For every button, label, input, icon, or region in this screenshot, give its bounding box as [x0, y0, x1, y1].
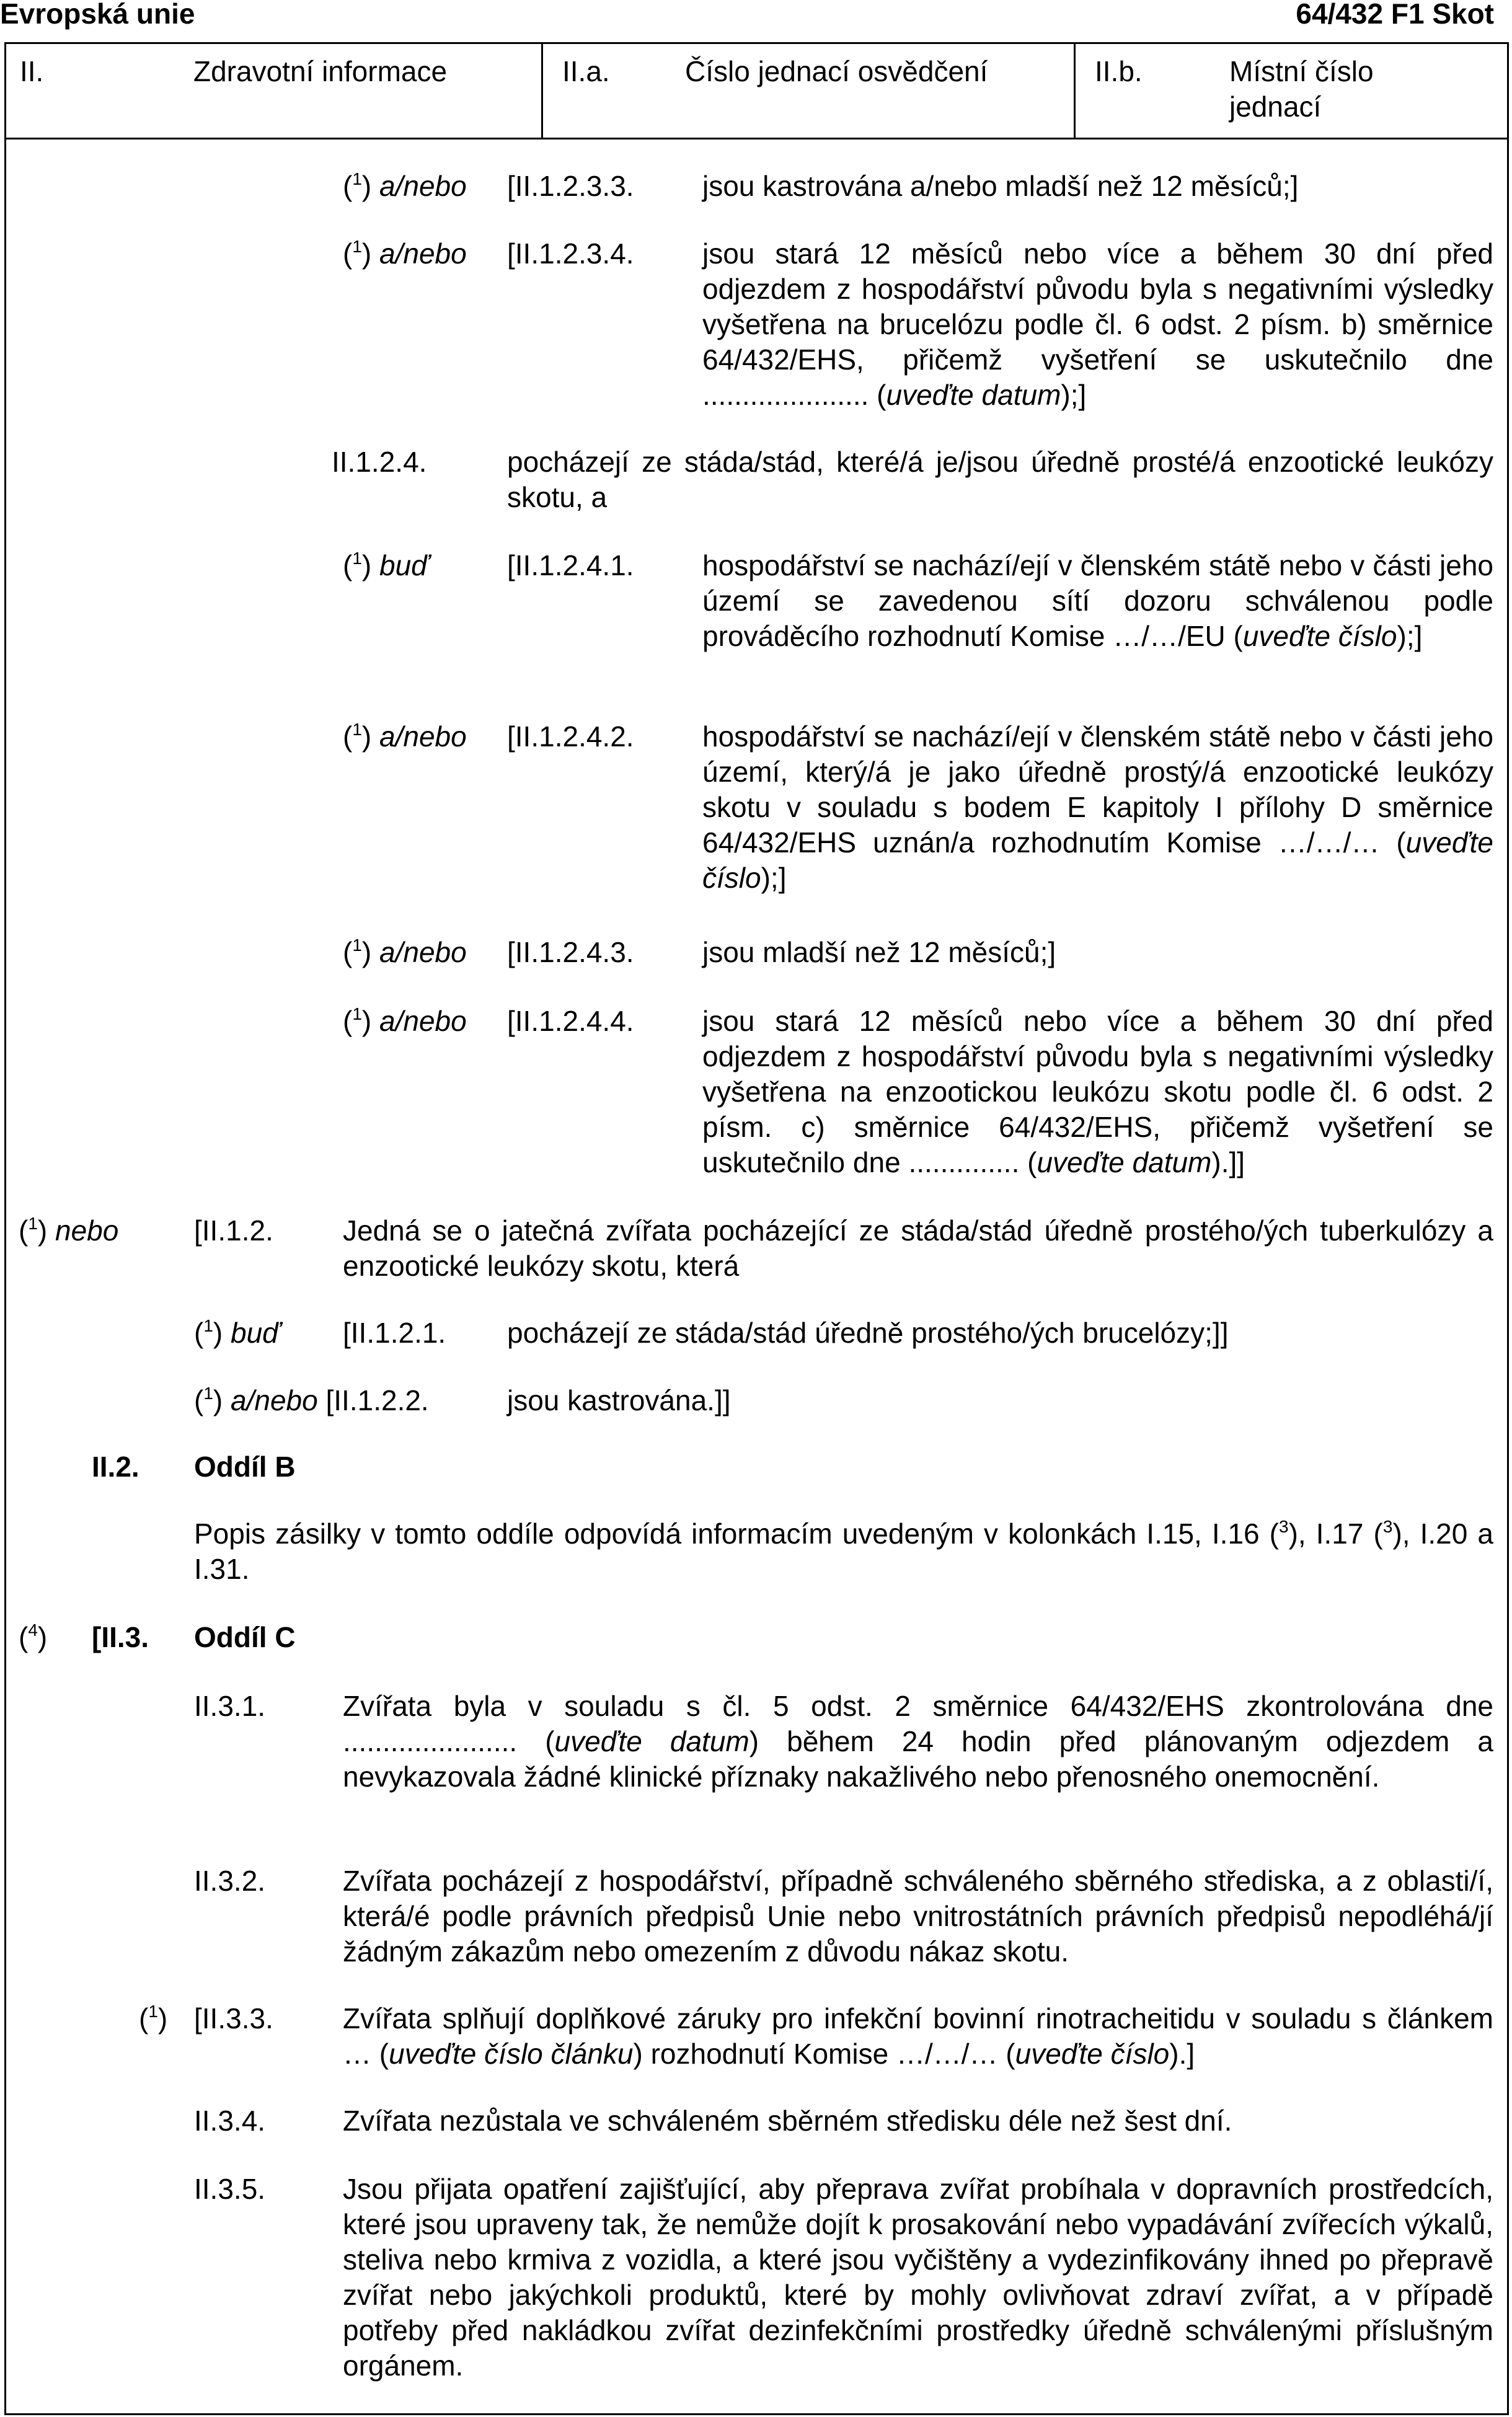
section-code: II.3.5. — [194, 2173, 266, 2205]
marker-footnote: ($^1$) — [139, 2002, 168, 2035]
section-code: [II.1.2.4.1. — [507, 549, 634, 581]
marker-anebo: ($^1$) a/nebo — [343, 1004, 467, 1037]
section-code: [II.1.2.4.2. — [507, 720, 634, 753]
marker-bud: ($^1$) buď — [194, 1316, 280, 1349]
section-text: Jsou přijata opatření zajišťující, aby přeprava zvířat probíhala v dopravních prostředcích, které jsou upraveny tak, že nemůže dojít k prosakování nebo vypadávání zvířecích výkalů, steliva nebo krmiva z vozidla, a které jsou vyčištěny a vydezinfikovány ihned po přepravě zvířat nebo jakýchkoli produktů, které by mohly ovlivňovat zdraví zvířat, a v případě potřeby před nakládkou zvířat dezinfekčními prostředky úředně schválenými příslušným orgánem. — [343, 2173, 1493, 2382]
section-number: II.2. — [92, 1451, 139, 1483]
section-code: [II.1.2.1. — [343, 1317, 446, 1349]
section-text: pocházejí ze stáda/stád úředně prostého/ých brucelózy;]] — [507, 1317, 1229, 1349]
section-text: jsou kastrována a/nebo mladší než 12 měsíců;] — [702, 170, 1299, 202]
section-code: [II.1.2. — [194, 1214, 273, 1247]
section-text: pocházejí ze stáda/stád, které/á je/jsou úředně prosté/á enzootické leukózy skotu, a — [507, 446, 1493, 513]
section-text: hospodářství se nachází/ejí v členském státě nebo v části jeho území se zavedenou sítí dozoru schválenou podle prováděcího rozhodnutí Komise …/…/EU (uveďte číslo);] — [702, 549, 1493, 652]
header-separator-2 — [1074, 42, 1076, 138]
section-text: jsou stará 12 měsíců nebo více a během 30 dní před odjezdem z hospodářství původu byla s negativními výsledky vyšetřena na enzootickou leukózu skotu podle čl. 6 odst. 2 písm. c) směrnice 64/432/EHS, přičemž vyšetření se uskutečnilo dne .............. (uveďte datum).]] — [702, 1005, 1493, 1178]
section-text: Zvířata byla v souladu s čl. 5 odst. 2 směrnice 64/432/EHS zkontrolována dne ...................... (uveďte datum) během 24 hodin před plánovaným odjezdem a nevykazovala žádné klinické příznaky nakažlivého nebo přenosného onemocnění. — [343, 1690, 1493, 1793]
section-text: jsou mladší než 12 měsíců;] — [702, 936, 1056, 968]
section-title: Oddíl B — [194, 1451, 296, 1483]
section-text: jsou stará 12 měsíců nebo více a během 30 dní před odjezdem z hospodářství původu byla s negativními výsledky vyšetřena na brucelózu podle čl. 6 odst. 2 písm. b) směrnice 64/432/EHS, přičemž vyšetření se uskutečnilo dne ..................... (uveďte datum);] — [702, 237, 1493, 411]
marker-anebo: ($^1$) a/nebo — [343, 169, 467, 202]
marker-anebo: ($^1$) a/nebo — [343, 935, 467, 968]
header-left: Evropská unie — [0, 0, 195, 30]
section-code: II.3.2. — [194, 1865, 266, 1897]
section-code: [II.1.2.4.3. — [507, 936, 634, 968]
marker-anebo: ($^1$) a/nebo — [343, 237, 467, 270]
marker-bud: ($^1$) buď — [343, 549, 429, 581]
marker-nebo: ($^1$) nebo — [19, 1214, 119, 1247]
col-ii: II. — [20, 55, 44, 87]
section-text: jsou kastrována.]] — [507, 1384, 731, 1416]
col-mistni-cislo: Místní číslo — [1229, 55, 1374, 87]
header-divider — [4, 138, 1509, 139]
col-zdravotni-informace: Zdravotní informace — [193, 55, 448, 87]
section-title: Oddíl C — [194, 1621, 296, 1653]
section-text: Zvířata nezůstala ve schváleném sběrném středisku déle než šest dní. — [343, 2105, 1232, 2137]
section-code: [II.1.2.3.4. — [507, 237, 634, 270]
col-iib: II.b. — [1095, 55, 1143, 87]
section-text: Popis zásilky v tomto oddíle odpovídá informacím uvedeným v kolonkách I.15, I.16 ($^3$), I.17 ($^3$), I.20 a I.31. — [194, 1517, 1494, 1585]
header-right: 64/432 F1 Skot — [1296, 0, 1494, 30]
section-code: [II.1.2.4.4. — [507, 1005, 634, 1037]
section-text: Zvířata splňují doplňkové záruky pro infekční bovinní rinotracheitidu v souladu s článkem … (uveďte číslo článku) rozhodnutí Komise …/…/… (uveďte číslo).] — [343, 2002, 1493, 2070]
marker-footnote: ($^4$) — [19, 1620, 48, 1653]
header-separator-1 — [541, 42, 543, 138]
section-number: [II.3. — [92, 1621, 149, 1653]
col-cislo-jednaci: Číslo jednací osvědčení — [685, 55, 988, 87]
marker-anebo: ($^1$) a/nebo [II.1.2.2. — [194, 1384, 429, 1416]
section-text: Jedná se o jatečná zvířata pocházející ze stáda/stád úředně prostého/ých tuberkulózy a enzootické leukózy skotu, která — [343, 1214, 1493, 1282]
section-code: [II.3.3. — [194, 2002, 273, 2035]
marker-anebo: ($^1$) a/nebo — [343, 720, 467, 753]
section-code: II.3.4. — [194, 2105, 266, 2137]
section-text: Zvířata pocházejí z hospodářství, případně schváleného sběrného střediska, a z oblasti/í, která/é podle právních předpisů Unie nebo vnitrostátních právních předpisů nepodléhá/jí žádným zákazům nebo omezením z důvodu nákaz skotu. — [343, 1865, 1493, 1968]
col-iia: II.a. — [562, 55, 610, 87]
section-code: [II.1.2.3.3. — [507, 170, 634, 202]
section-code: II.1.2.4. — [332, 446, 427, 478]
section-code: II.3.1. — [194, 1690, 266, 1722]
section-text: hospodářství se nachází/ejí v členském státě nebo v části jeho území, který/á je jako úředně prostý/á enzootické leukózy skotu v souladu s bodem E kapitoly I přílohy D směrnice 64/432/EHS uznán/a rozhodnutím Komise …/…/… (uveďte číslo);] — [702, 720, 1493, 894]
col-jednaci: jednací — [1229, 91, 1322, 123]
